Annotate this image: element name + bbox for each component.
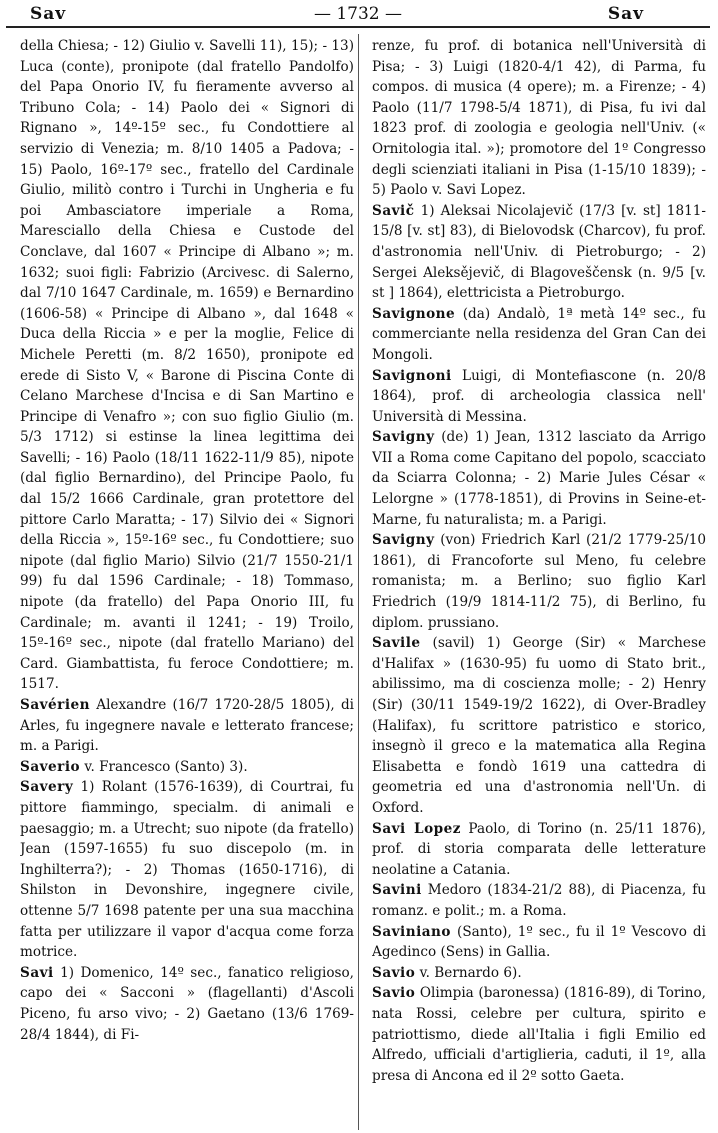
- entry: [372, 427, 706, 530]
- entry-headword: Savio: [372, 985, 416, 1002]
- entry-text: (Santo), 1º sec., fu il 1º Vescovo di Agedinco (Sens) in Gallia.: [372, 923, 706, 961]
- column-divider: [358, 34, 359, 1130]
- entry-text: Olimpia (baronessa) (1816-89), di Torino, nata Rossi, celebre per cultura, spirito e patriottismo, diede all'Italia i figli Emilio ed Alfredo, ufficiali d'artiglieria, caduti, il 1º, alla presa di Ancona ed il 2º sotto Gaeta.: [372, 985, 706, 1084]
- running-head-left: Sav: [30, 4, 67, 24]
- entry-text: renze, fu prof. di botanica nell'Università di Pisa; - 3) Luigi (1820-4/1 42), di Parma, fu compos. di musica (4 opere); m. a Firenze; - 4) Paolo (11/7 1798-5/4 1871), di Pisa, fu ivi dal 1823 prof. di zoologia e geologia nell'Univ. (« Ornitologia ital. »); promotore del 1º Congresso degli scienziati italiani in Pisa (1-15/10 1839); - 5) Paolo v. Savi Lopez.: [372, 38, 706, 199]
- entry: [372, 922, 706, 963]
- entry-text: 1) Domenico, 14º sec., fanatico religioso, capo dei « Sacconi » (flagellanti) d'Ascoli Piceno, fu arso vivo; - 2) Gaetano (13/6 1769-28/4 1844), di Fi-: [20, 964, 354, 1043]
- entry: [372, 36, 706, 201]
- entry-text: Paolo, di Torino (n. 25/11 1876), prof. di storia comparata delle letterature neolatine a Catania.: [372, 820, 706, 878]
- entry-text: della Chiesa; - 12) Giulio v. Savelli 11), 15); - 13) Luca (conte), pronipote (dal fratello Pandolfo) del Papa Onorio IV, fu fieramente avverso al Tribuno Cola; - 14) Paolo dei « Signori di Rignano », 14º-15º sec., fu Condottiere al servizio di Venezia; m. 8/10 1405 a Padova; - 15) Paolo, 16º-17º sec., fratello del Cardinale Giulio, militò contro i Turchi in Ungheria e fu poi Ambasciatore imperiale a Roma, Maresciallo della Chiesa e Custode del Conclave, dal 1607 « Principe di Albano »; m. 1632; suoi figli: Fabrizio (Arcivesc. di Salerno, dal 7/10 1647 Cardinale, m. 1659) e Bernardino (1606-58) « Principe di Albano », dal 1648 « Duca della Riccia » e per la moglie, Felice di Michele Peretti (m. 8/2 1650), pronipote ed erede di Sisto V, « Barone di Piscina Conte di Celano Marchese d'Incisa e di San Martino e Principe di Venafro »; con suo figlio Giulio (m. 5/3 1712) si estinse la linea legittima dei Savelli; - 16) Paolo (18/11 1622-11/9 85), nipote (dal figlio Bernardino), del Principe Paolo, fu dal 15/2 1666 Cardinale, gran protettore del pittore Carlo Maratta; - 17) Silvio dei « Signori della Riccia », 15º-16º sec., fu Condottiere; suo nipote (dal figlio Mario) Silvio (21/7 1550-21/1 99) fu dal 1596 Cardinale; - 18) Tommaso, nipote (da fratello) del Papa Onorio III, fu Cardinale; m. avanti il 1241; - 19) Troilo, 15º-16º sec., nipote (dal fratello Mariano) del Card. Giambattista, fu feroce Condottiere; m. 1517.: [20, 38, 354, 693]
- entry-headword: Savič: [372, 202, 415, 219]
- entry-headword: Savile: [372, 635, 421, 652]
- running-head-right: Sav: [607, 4, 644, 24]
- entry: [20, 36, 354, 695]
- entry: [372, 983, 706, 1086]
- page-header: [6, 0, 710, 30]
- entry-text: (savil) 1) George (Sir) « Marchese d'Halifax » (1630-95) fu uomo di Stato brit., abilissimo, ma di coscienza molle; - 2) Henry (Sir) (30/11 1549-19/2 1622), di Over-Bradley (Halifax), fu scrittore patristico e storico, insegnò il greco e la matematica alla Regina Elisabetta e fondò 1619 una cattedra di geometria ed una d'astronomia nell'Un. di Oxford.: [372, 635, 706, 816]
- entry-headword: Savérien: [20, 697, 91, 713]
- left-column: [20, 36, 354, 1130]
- entry-text: Luigi, di Montefiascone (n. 20/8 1864), prof. di archeologia classica nell' Università di Messina.: [372, 367, 706, 425]
- entry: [372, 201, 706, 304]
- entry: [20, 777, 354, 962]
- entry: [372, 366, 706, 428]
- entry-headword: Savery: [20, 779, 74, 796]
- entry: [372, 880, 706, 921]
- page-number: — 1732 —: [313, 4, 403, 24]
- entry-text: Alexandre (16/7 1720-28/5 1805), di Arles, fu ingegnere navale e letterato francese; m. a Parigi.: [20, 697, 354, 755]
- entry-text: 1) Aleksai Nicolajevič (17/3 [v. st] 1811-15/8 [v. st] 83), di Bielovodsk (Charcov), fu prof. d'astronomia nell'Univ. di Pietroburgo; - 2) Sergei Aleksějevič, di Blagoveščensk (n. 9/5 [v. st ] 1864), elettricista a Pietroburgo.: [372, 202, 706, 302]
- entry-text: (von) Friedrich Karl (21/2 1779-25/10 1861), di Francoforte sul Meno, fu celebre romanista; m. a Berlino; suo figlio Karl Friedrich (19/9 1814-11/2 75), di Berlino, fu diplom. prussiano.: [372, 532, 706, 631]
- entry-text: v. Bernardo 6).: [415, 964, 522, 981]
- entry: [20, 757, 354, 778]
- entry: [372, 304, 706, 366]
- entry-headword: Savigny: [372, 429, 435, 446]
- entry: [20, 695, 354, 757]
- entry: [372, 530, 706, 633]
- entry-headword: Savini: [372, 882, 422, 899]
- entry-headword: Savigny: [372, 532, 435, 549]
- entry-headword: Saviniano: [372, 923, 451, 940]
- entry-headword: Saverio: [20, 758, 81, 775]
- entry: [372, 633, 706, 818]
- entry-text: (de) 1) Jean, 1312 lasciato da Arrigo VII a Roma come Capitano del popolo, scacciato da Sciarra Colonna; - 2) Marie Jules César « Lelorgne » (1778-1851), di Provins in Seine-et-Marne, fu naturalista; m. a Parigi.: [372, 429, 706, 528]
- entry-text: Medoro (1834-21/2 88), di Piacenza, fu romanz. e polit.; m. a Roma.: [372, 882, 706, 919]
- entry-text: v. Francesco (Santo) 3).: [80, 758, 248, 775]
- entry: [372, 963, 706, 984]
- entry-headword: Savio: [372, 964, 416, 981]
- header-rule: [6, 26, 710, 28]
- entry-headword: Savi: [20, 964, 54, 981]
- entry-text: 1) Rolant (1576-1639), di Courtrai, fu pittore fiammingo, specialm. di animali e paesaggio; m. a Utrecht; suo nipote (da fratello) Jean (1597-1655) fu suo discepolo (m. in Inghilterra?); - 2) Thomas (1650-1716), di Shilston in Devonshire, ingegnere civile, ottenne 5/7 1698 patente per una sua macchina fatta per utilizzare il vapor d'acqua come forza motrice.: [20, 779, 354, 961]
- entry-text: (da) Andalò, 1ª metà 14º sec., fu commerciante nella residenza del Gran Can dei Mongoli.: [372, 305, 706, 363]
- entry-headword: Savi Lopez: [372, 820, 462, 837]
- entry: [20, 963, 354, 1045]
- right-column: [372, 36, 706, 1130]
- entry-headword: Savignoni: [372, 367, 452, 384]
- entry: [372, 819, 706, 881]
- entry-headword: Savignone: [372, 305, 456, 322]
